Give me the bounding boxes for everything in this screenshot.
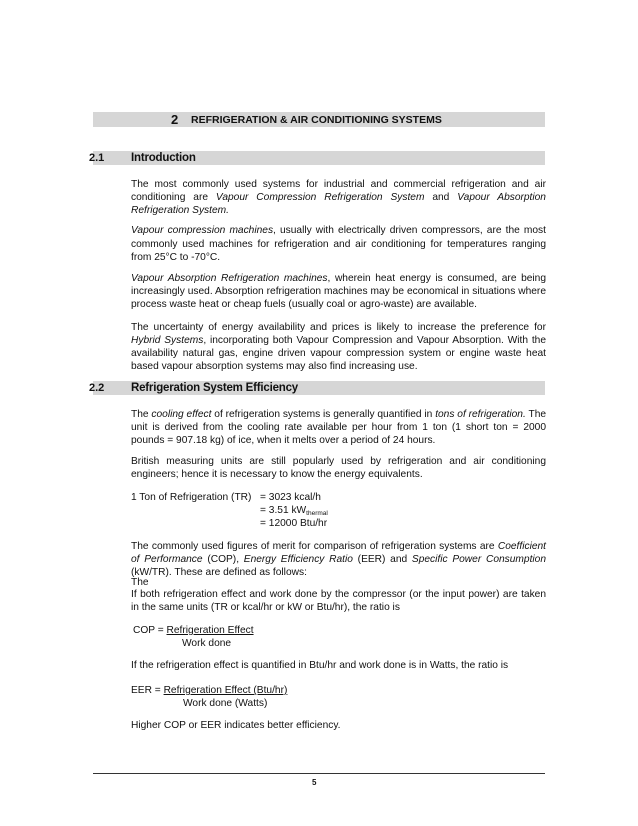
efficiency-paragraph-3: The commonly used figures of merit for comparison of refrigeration systems are Coefficient of Performance (COP), Energy Efficiency Ratio (EER) and Specific Power Consumption (kW/TR). These are defined as follows: — [131, 541, 546, 578]
eer-formula: EER = Refrigeration Effect (Btu/hr) — [131, 685, 288, 696]
footer-rule — [93, 773, 545, 774]
section-heading-efficiency — [89, 381, 545, 395]
section-title: Refrigeration System Efficiency — [131, 382, 298, 394]
section-number: 2.2 — [89, 382, 105, 394]
cop-denominator: Work done — [182, 638, 232, 649]
page-number: 5 — [312, 778, 317, 787]
section-title: Introduction — [131, 152, 196, 164]
efficiency-paragraph-2: British measuring units are still popularly used by refrigeration and air conditioning engineers; hence it is necessary to know the energy equivalents. — [131, 456, 546, 480]
section-number: 2.1 — [89, 152, 105, 164]
chapter-number: 2 — [171, 112, 179, 127]
equivalent-kcal: = 3023 kcal/h — [260, 492, 321, 503]
eer-denominator: Work done (Watts) — [183, 698, 268, 709]
chapter-heading — [93, 112, 545, 127]
intro-paragraph-3: Vapour Absorption Refrigeration machines, wherein heat energy is consumed, are being increasingly used. Absorption refrigeration machines may be economical in situations where process waste heat or cheap fuels (usually coal or agro-waste) are available. — [131, 273, 547, 310]
efficiency-paragraph-1: The cooling effect of refrigeration systems is generally quantified in tons of refrigeration. The unit is derived from the cooling rate available per hour from 1 ton (1 short ton = 2000 pounds = 907.18 kg) of ice, when it melts over a period of 24 hours. — [131, 409, 547, 446]
efficiency-paragraph-4: If both refrigeration effect and work done by the compressor (or the input power) are taken in the same units (TR or kcal/hr or kW or Btu/hr), the ratio is — [131, 589, 546, 613]
intro-paragraph-2: Vapour compression machines, usually with electrically driven compressors, are the most commonly used machines for refrigeration and air conditioning for temperatures ranging from 25°C to -70°C. — [131, 225, 546, 263]
ton-label: 1 Ton of Refrigeration (TR) — [131, 492, 252, 503]
section-heading-introduction — [89, 151, 545, 165]
intro-paragraph-1: The most commonly used systems for industrial and commercial refrigeration and air conditioning are Vapour Compression Refrigeration System and Vapour Absorption Refrigeration System. — [131, 179, 546, 216]
cop-numerator: Refrigeration Effect — [166, 625, 254, 636]
efficiency-paragraph-5: If the refrigeration effect is quantified in Btu/hr and work done is in Watts, the ratio is — [131, 660, 509, 671]
eer-numerator: Refrigeration Effect (Btu/hr) — [163, 685, 288, 696]
orphan-word: The — [131, 577, 149, 588]
efficiency-paragraph-6: Higher COP or EER indicates better efficiency. — [131, 720, 341, 731]
cop-formula: COP = Refrigeration Effect — [133, 625, 254, 636]
equivalent-kw: = 3.51 $kW_{thermal}$ — [260, 505, 328, 517]
intro-paragraph-4: The uncertainty of energy availability and prices is likely to increase the preference for Hybrid Systems, incorporating both Vapour Compression and Vapour Absorption. With the availability natural gas, engine driven vapour compression system or engine waste heat based vapour absorption systems may also find increasing use. — [131, 322, 546, 372]
chapter-title: REFRIGERATION & AIR CONDITIONING SYSTEMS — [191, 114, 442, 126]
equivalent-btu: = 12000 Btu/hr — [260, 518, 328, 529]
